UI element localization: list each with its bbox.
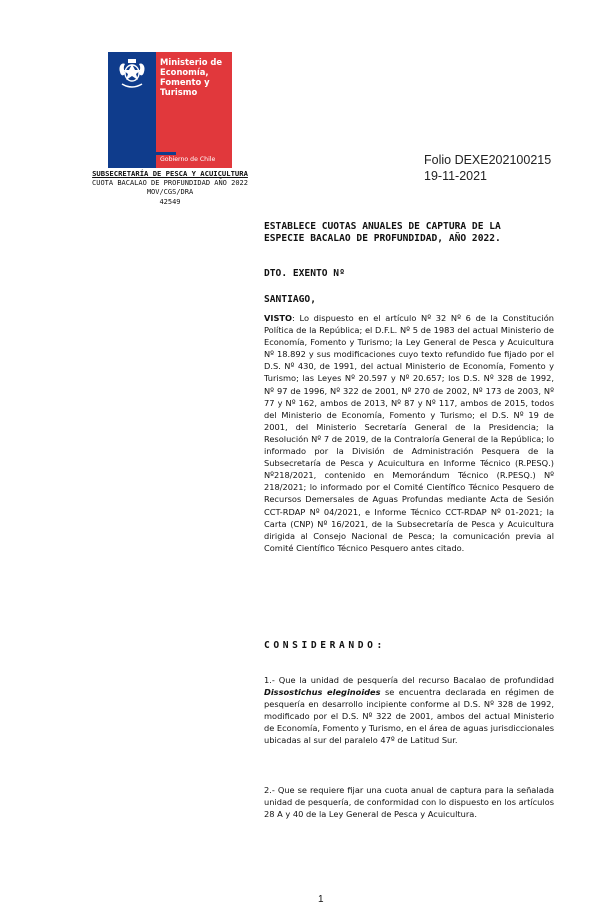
city-label: SANTIAGO,: [264, 294, 316, 305]
mov-reference: MOV/CGS/DRA: [146, 188, 194, 196]
subsecretaria-title: SUBSECRETARÍA DE PESCA Y ACUICULTURA: [92, 169, 248, 178]
gobierno-de-chile-logo: [108, 52, 232, 168]
folio-date: 19-11-2021: [424, 169, 488, 183]
considerando-item-2: 2.- Que se requiere fijar una cuota anual de captura para la señalada unidad de pesquería, de conformidad con lo dispuesto en los artículos 28 A y 40 de la Ley General de Pesca y Acuicultura.: [264, 785, 554, 820]
coat-of-arms-icon: [114, 58, 150, 92]
cuota-reference: CUOTA BACALAO DE PROFUNDIDAD AÑO 2022: [92, 179, 248, 187]
considerando-heading: CONSIDERANDO:: [264, 640, 386, 651]
species-name: Dissostichus eleginoides: [264, 687, 381, 698]
considerando-item-1: 1.- Que la unidad de pesquería del recurso Bacalao de profundidad Dissostichus eleginoides se encuentra declarada en régimen de pesquería en desarrollo incipiente conforme al D.S. Nº 328 de 1992, modificado por el D.S. Nº 322 de 2001, ambos del actual Ministerio de Economía, Fomento y Turismo, en el área de aguas jurisdiccionales ubicadas al sur del paralelo 47º de Latitud Sur.: [264, 675, 554, 746]
page-number: 1: [318, 894, 324, 905]
document-number: 42549: [159, 198, 181, 206]
visto-text: : Lo dispuesto en el artículo Nº 32 Nº 6 de la Constitución Política de la República; el D.F.L. Nº 5 de 1983 del actual Ministerio de Economía, Fomento y Turismo; la Ley General de Pesca y Acuicultura Nº 18.892 y sus modificaciones cuyo texto refundido fue fijado por el D.S. Nº 430, de 1991, del actual Ministerio de Economía, Fomento y Turismo; las Leyes Nº 20.597 y Nº 20.657; los D.S. Nº 328 de 1992, Nº 97 de 1996, Nº 322 de 2001, Nº 270 de 2002, Nº 173 de 2003, Nº 77 y Nº 162, ambos de 2013, Nº 87 y Nº 117, ambos de 2015, todos del Ministerio de Economía, Fomento y Turismo; el D.S. Nº 19 de 2001, del Ministerio Secretaría General de la Presidencia; la Resolución Nº 7 de 2019, de la Contraloría General de la República; lo informado por la División de Administración Pesquera de la Subsecretaría de Pesca y Acuicultura en Informe Técnico (R.PESQ.) Nº218/2021, contenido en Memorándum Técnico (R.PESQ.) Nº 218/2021; lo informado por el Comité Científico Técnico Pesquero de Recursos Demersales de Aguas Profundas mediante Acta de Sesión CCT-RDAP Nº 04/2021, e Informe Técnico CCT-RDAP Nº 01-2021; la Carta (CNP) Nº 16/2021, de la Subsecretaría de Pesca y Acuicultura dirigida al Consejo Nacional de Pesca; la comunicación previa al Comité Científico Técnico Pesquero antes citado.: [264, 313, 554, 553]
decree-label: DTO. EXENTO Nº: [264, 268, 345, 279]
visto-label: VISTO: [264, 313, 293, 323]
ministry-name: Ministerio de Economía, Fomento y Turismo: [160, 57, 223, 97]
folio-label: Folio DEXE202100215: [424, 153, 552, 167]
visto-paragraph: [264, 312, 554, 554]
document-title: ESTABLECE CUOTAS ANUALES DE CAPTURA DE LA ESPECIE BACALAO DE PROFUNDIDAD, AÑO 2022.: [264, 221, 501, 244]
gobierno-de-chile-label: Gobierno de Chile: [160, 156, 216, 163]
